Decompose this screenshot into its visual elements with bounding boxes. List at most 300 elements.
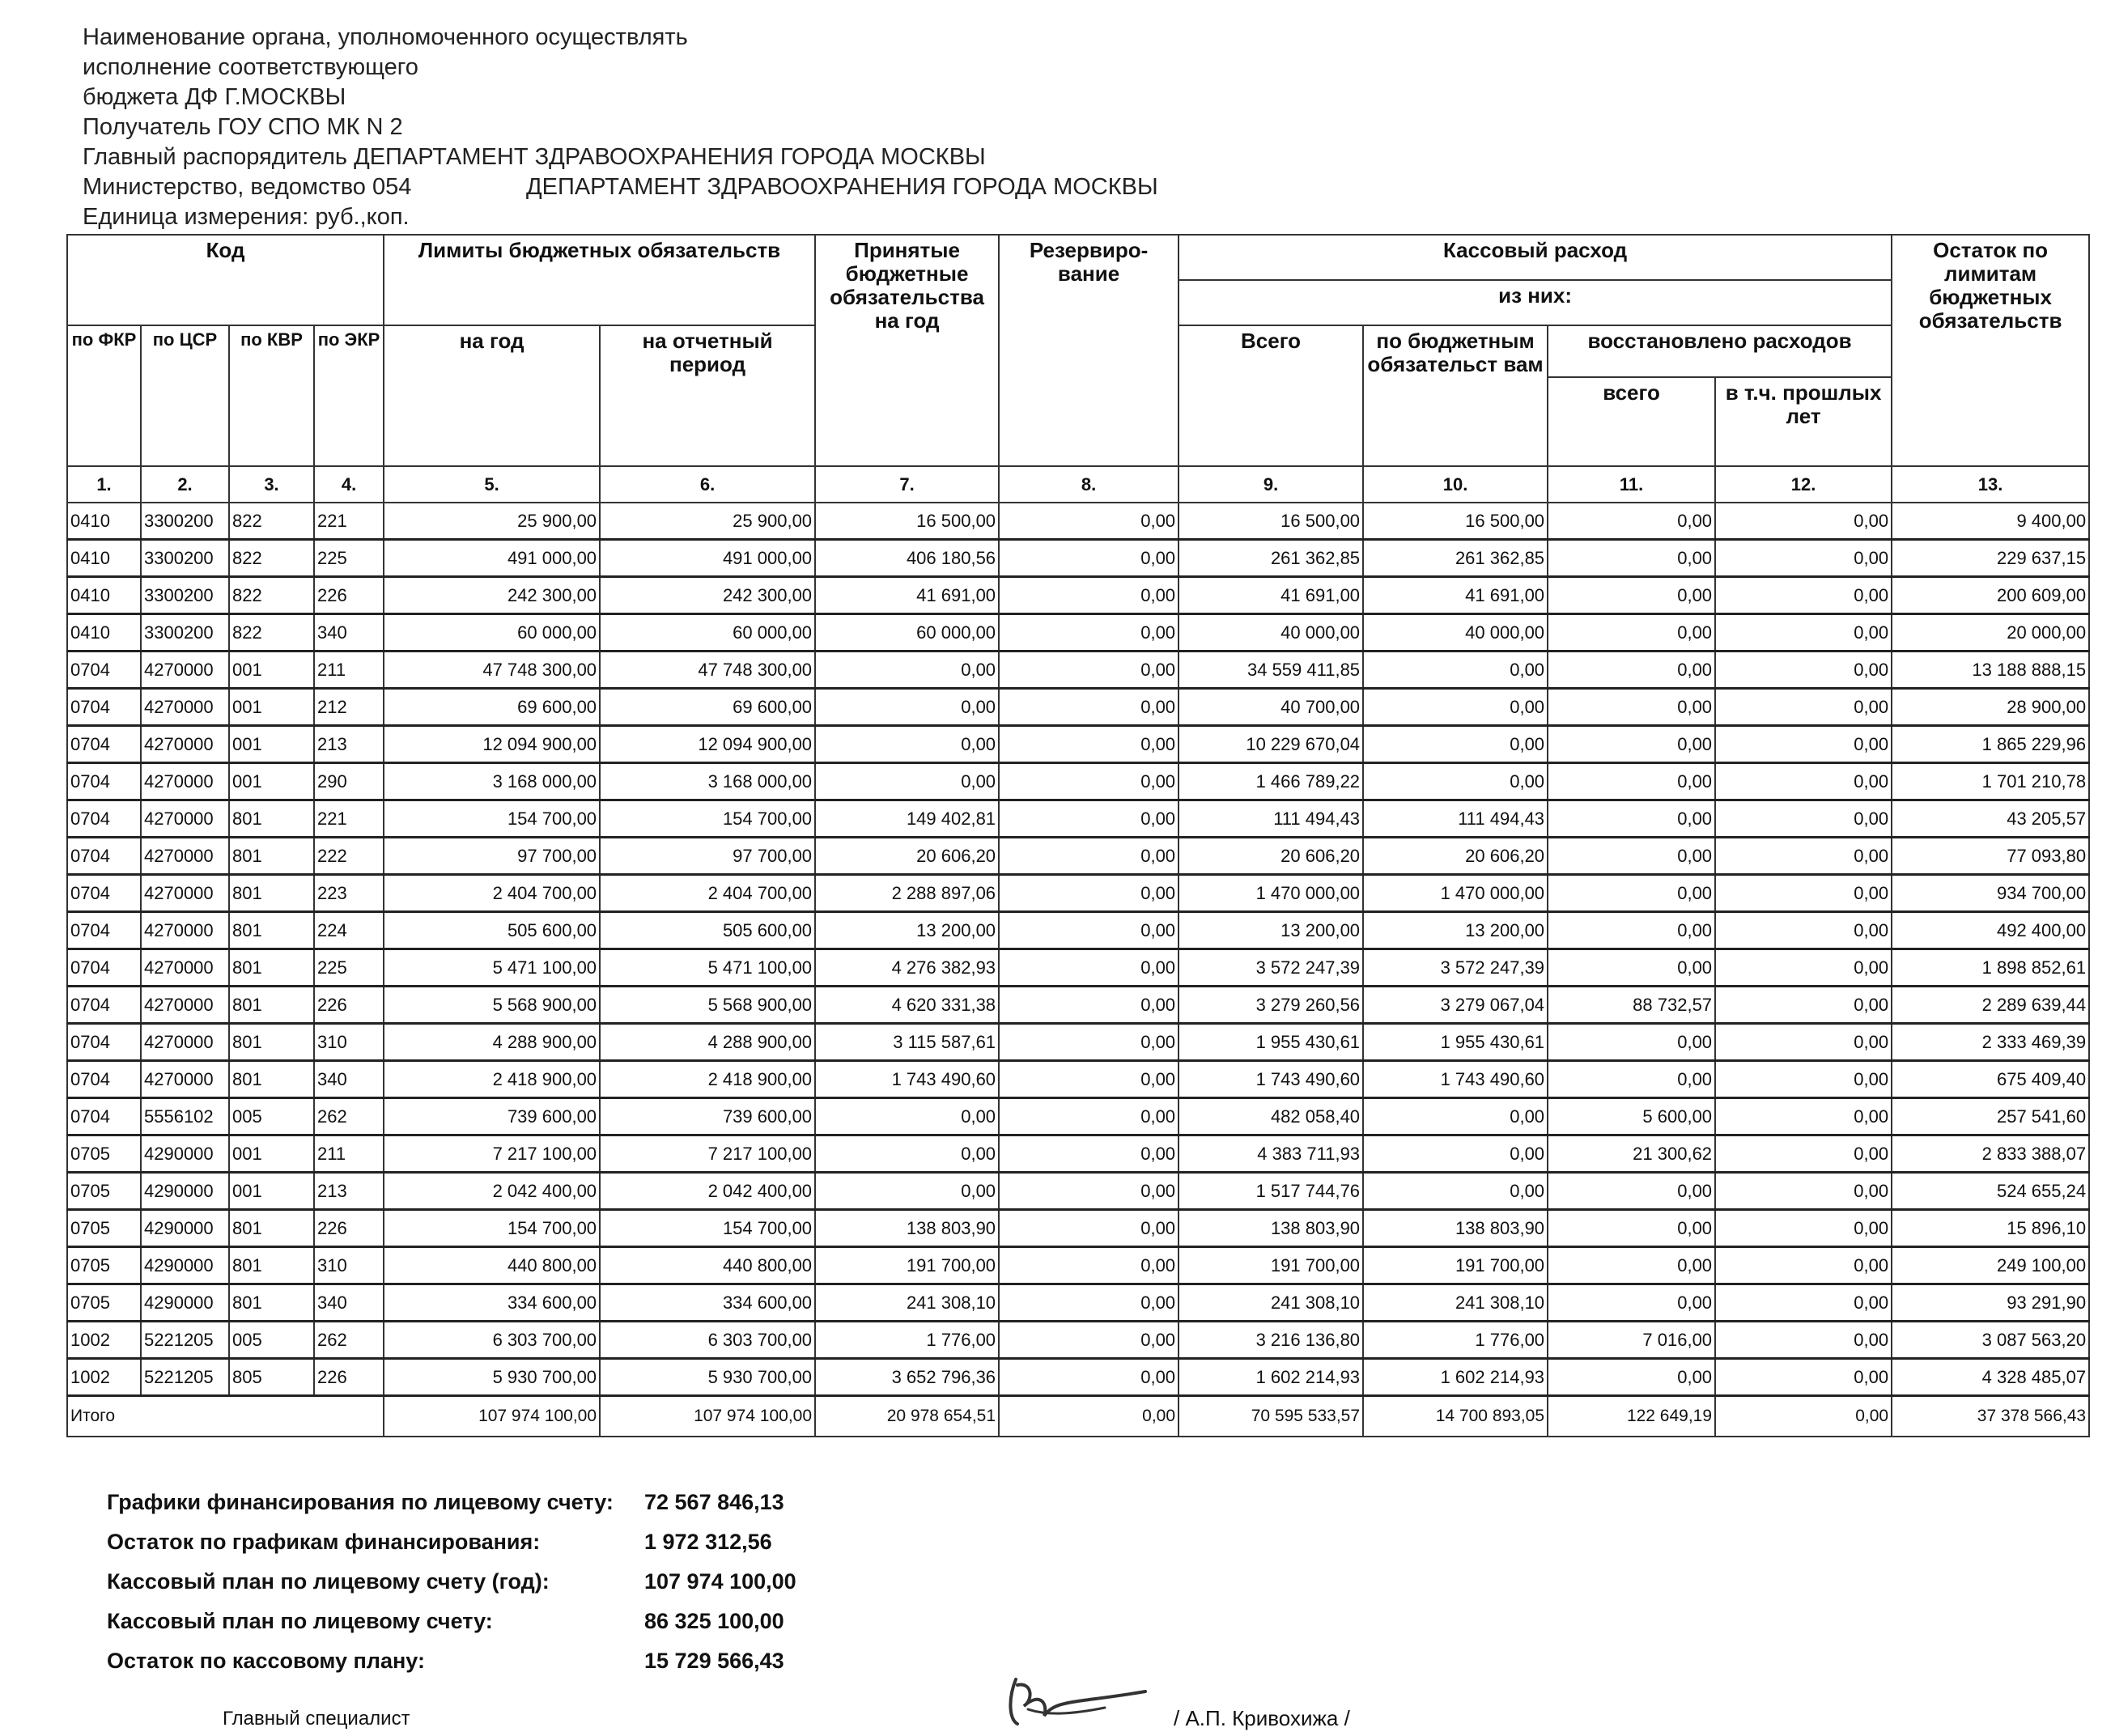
header-year: на год [384,325,600,466]
table-cell: 16 500,00 [1179,503,1363,540]
table-cell: 34 559 411,85 [1179,652,1363,689]
table-cell: 261 362,85 [1179,540,1363,577]
table-cell: 226 [314,1359,384,1396]
table-cell: 20 000,00 [1892,614,2089,652]
table-cell: 16 500,00 [1363,503,1548,540]
table-cell: 1 466 789,22 [1179,763,1363,800]
table-body [67,503,2089,1437]
table-cell: 5221205 [141,1322,229,1359]
table-cell: 0,00 [1715,1098,1892,1135]
table-cell: 7 217 100,00 [600,1135,815,1173]
table-cell: 822 [229,577,314,614]
header-restored-prev: в т.ч. прошлых лет [1715,377,1892,466]
table-cell: 88 732,57 [1548,987,1715,1024]
table-cell: 1 955 430,61 [1363,1024,1548,1061]
column-number: 12. [1715,466,1892,503]
table-cell: 0,00 [999,1061,1179,1098]
table-cell: 0,00 [999,689,1179,726]
table-cell: 4 276 382,93 [815,949,999,987]
table-cell: 0704 [67,689,141,726]
table-cell: 242 300,00 [384,577,600,614]
table-cell: 739 600,00 [600,1098,815,1135]
table-cell: 0,00 [1548,577,1715,614]
total-cell: 0,00 [999,1396,1179,1437]
table-cell: 213 [314,726,384,763]
table-cell: 524 655,24 [1892,1173,2089,1210]
table-cell: 213 [314,1173,384,1210]
table-cell: 249 100,00 [1892,1247,2089,1284]
table-cell: 4270000 [141,689,229,726]
table-cell: 5 568 900,00 [384,987,600,1024]
table-cell: 0,00 [1548,540,1715,577]
table-cell: 0,00 [1715,540,1892,577]
table-cell: 492 400,00 [1892,912,2089,949]
table-row [67,1024,2089,1061]
table-cell: 2 042 400,00 [384,1173,600,1210]
org-line-1: Наименование органа, уполномоченного осуществлять [83,24,688,50]
column-number: 11. [1548,466,1715,503]
table-cell: 0704 [67,652,141,689]
table-cell: 2 418 900,00 [600,1061,815,1098]
table-row [67,689,2089,726]
table-cell: 001 [229,763,314,800]
table-cell: 0,00 [1715,1061,1892,1098]
table-cell: 200 609,00 [1892,577,2089,614]
table-cell: 0704 [67,838,141,875]
table-cell: 43 205,57 [1892,800,2089,838]
table-cell: 25 900,00 [600,503,815,540]
table-cell: 241 308,10 [1363,1284,1548,1322]
table-cell: 0,00 [1715,763,1892,800]
table-cell: 3 115 587,61 [815,1024,999,1061]
chief-manager-line: Главный распорядитель ДЕПАРТАМЕНТ ЗДРАВООХРАНЕНИЯ ГОРОДА МОСКВЫ [83,144,986,170]
table-cell: 1 517 744,76 [1179,1173,1363,1210]
table-cell: 4 383 711,93 [1179,1135,1363,1173]
table-cell: 5 600,00 [1548,1098,1715,1135]
table-cell: 0,00 [1548,912,1715,949]
table-cell: 0,00 [1715,838,1892,875]
table-cell: 801 [229,875,314,912]
table-cell: 0,00 [1363,689,1548,726]
total-cell: 107 974 100,00 [384,1396,600,1437]
table-cell: 0704 [67,800,141,838]
table-cell: 3300200 [141,540,229,577]
table-cell: 28 900,00 [1892,689,2089,726]
table-cell: 0704 [67,1061,141,1098]
table-cell: 4290000 [141,1284,229,1322]
table-cell: 257 541,60 [1892,1098,2089,1135]
table-row [67,614,2089,652]
table-cell: 7 217 100,00 [384,1135,600,1173]
table-cell: 4270000 [141,838,229,875]
table-cell: 0,00 [1363,1098,1548,1135]
table-cell: 13 188 888,15 [1892,652,2089,689]
header-accepted: Принятые бюджетные обязательства на год [815,235,999,466]
table-cell: 69 600,00 [600,689,815,726]
table-row [67,1135,2089,1173]
table-cell: 0,00 [999,614,1179,652]
total-cell: 37 378 566,43 [1892,1396,2089,1437]
table-cell: 4 288 900,00 [600,1024,815,1061]
table-cell: 138 803,90 [815,1210,999,1247]
table-cell: 1 602 214,93 [1363,1359,1548,1396]
table-cell: 5221205 [141,1359,229,1396]
table-cell: 4270000 [141,1024,229,1061]
table-cell: 10 229 670,04 [1179,726,1363,763]
table-cell: 3300200 [141,503,229,540]
table-cell: 5 930 700,00 [384,1359,600,1396]
table-cell: 440 800,00 [384,1247,600,1284]
table-cell: 001 [229,652,314,689]
recipient-line: Получатель ГОУ СПО МК N 2 [83,114,403,140]
table-cell: 491 000,00 [600,540,815,577]
summary-label: Кассовый план по лицевому счету: [107,1609,493,1633]
table-cell: 5556102 [141,1098,229,1135]
column-number: 4. [314,466,384,503]
table-cell: 77 093,80 [1892,838,2089,875]
table-cell: 21 300,62 [1548,1135,1715,1173]
table-row [67,1284,2089,1322]
table-cell: 1 955 430,61 [1179,1024,1363,1061]
table-cell: 801 [229,800,314,838]
table-cell: 934 700,00 [1892,875,2089,912]
table-cell: 4270000 [141,652,229,689]
table-cell: 97 700,00 [384,838,600,875]
table-cell: 1 743 490,60 [815,1061,999,1098]
header-fkr: по ФКР [67,325,141,466]
table-cell: 93 291,90 [1892,1284,2089,1322]
table-cell: 25 900,00 [384,503,600,540]
total-row [67,1396,2089,1437]
table-cell: 001 [229,689,314,726]
column-number: 6. [600,466,815,503]
table-cell: 3 572 247,39 [1179,949,1363,987]
table-cell: 3 168 000,00 [384,763,600,800]
table-cell: 60 000,00 [815,614,999,652]
table-cell: 20 606,20 [1363,838,1548,875]
table-cell: 4290000 [141,1210,229,1247]
table-cell: 0,00 [999,503,1179,540]
table-cell: 3300200 [141,614,229,652]
table-cell: 41 691,00 [1179,577,1363,614]
table-cell: 2 833 388,07 [1892,1135,2089,1173]
table-cell: 0,00 [999,800,1179,838]
table-cell: 001 [229,1173,314,1210]
table-cell: 1 865 229,96 [1892,726,2089,763]
header-cash: Кассовый расход [1179,235,1892,280]
table-cell: 47 748 300,00 [384,652,600,689]
table-cell: 0,00 [999,1210,1179,1247]
table-cell: 001 [229,1135,314,1173]
table-cell: 0,00 [1363,652,1548,689]
table-cell: 4270000 [141,800,229,838]
table-cell: 0,00 [999,875,1179,912]
table-cell: 440 800,00 [600,1247,815,1284]
table-cell: 262 [314,1322,384,1359]
table-cell: 4270000 [141,726,229,763]
table-cell: 0,00 [1548,1210,1715,1247]
table-cell: 0,00 [1715,1284,1892,1322]
table-cell: 5 930 700,00 [600,1359,815,1396]
table-cell: 2 042 400,00 [600,1173,815,1210]
table-cell: 801 [229,1061,314,1098]
table-cell: 801 [229,912,314,949]
table-cell: 15 896,10 [1892,1210,2089,1247]
table-cell: 334 600,00 [384,1284,600,1322]
table-cell: 4270000 [141,763,229,800]
table-row [67,577,2089,614]
ministry-department: ДЕПАРТАМЕНТ ЗДРАВООХРАНЕНИЯ ГОРОДА МОСКВЫ [526,174,1158,200]
table-row [67,1359,2089,1396]
table-row [67,912,2089,949]
table-cell: 1 701 210,78 [1892,763,2089,800]
table-cell: 482 058,40 [1179,1098,1363,1135]
table-cell: 2 404 700,00 [600,875,815,912]
table-cell: 0,00 [999,949,1179,987]
column-number: 1. [67,466,141,503]
header-of-them: из них: [1179,280,1892,325]
table-cell: 4290000 [141,1247,229,1284]
table-cell: 801 [229,1247,314,1284]
table-cell: 226 [314,577,384,614]
table-cell: 1 898 852,61 [1892,949,2089,987]
summary-value: 1 972 312,56 [644,1530,772,1554]
table-cell: 16 500,00 [815,503,999,540]
table-row [67,1210,2089,1247]
table-cell: 0705 [67,1247,141,1284]
table-cell: 0,00 [815,1098,999,1135]
table-cell: 0704 [67,875,141,912]
table-cell: 0,00 [999,726,1179,763]
table-cell: 20 606,20 [815,838,999,875]
table-cell: 0,00 [999,1135,1179,1173]
table-cell: 0,00 [815,1173,999,1210]
table-cell: 3 572 247,39 [1363,949,1548,987]
table-cell: 191 700,00 [1179,1247,1363,1284]
header-csr: по ЦСР [141,325,229,466]
table-cell: 0,00 [1548,763,1715,800]
table-cell: 154 700,00 [384,1210,600,1247]
table-row [67,1061,2089,1098]
table-cell: 310 [314,1247,384,1284]
table-cell: 6 303 700,00 [384,1322,600,1359]
table-cell: 0704 [67,1098,141,1135]
table-cell: 241 308,10 [1179,1284,1363,1322]
table-cell: 739 600,00 [384,1098,600,1135]
table-cell: 0,00 [1715,577,1892,614]
table-cell: 211 [314,652,384,689]
table-row [67,1098,2089,1135]
table-cell: 0,00 [1715,800,1892,838]
table-cell: 0410 [67,577,141,614]
table-cell: 0,00 [999,577,1179,614]
table-cell: 0,00 [1715,1247,1892,1284]
table-cell: 0,00 [1548,1173,1715,1210]
table-cell: 0,00 [815,689,999,726]
table-cell: 223 [314,875,384,912]
table-cell: 224 [314,912,384,949]
table-cell: 0,00 [999,1024,1179,1061]
table-cell: 222 [314,838,384,875]
table-cell: 0,00 [1715,689,1892,726]
table-cell: 822 [229,614,314,652]
table-cell: 0,00 [999,1098,1179,1135]
table-cell: 0705 [67,1135,141,1173]
table-cell: 0,00 [999,1284,1179,1322]
table-cell: 340 [314,614,384,652]
table-cell: 505 600,00 [600,912,815,949]
ministry-line [83,172,1158,202]
signer-name: / А.П. Кривохижа / [1174,1706,1350,1730]
table-cell: 47 748 300,00 [600,652,815,689]
table-cell: 0,00 [815,1135,999,1173]
table-cell: 0,00 [1548,652,1715,689]
unit-line: Единица измерения: руб.,коп. [83,204,410,230]
table-cell: 211 [314,1135,384,1173]
table-cell: 4270000 [141,912,229,949]
table-cell: 0,00 [1715,1135,1892,1173]
table-cell: 0,00 [1715,652,1892,689]
table-cell: 4 328 485,07 [1892,1359,2089,1396]
summary-label: Остаток по графикам финансирования: [107,1530,541,1554]
table-cell: 801 [229,1284,314,1322]
table-cell: 1 776,00 [1363,1322,1548,1359]
column-number: 5. [384,466,600,503]
table-cell: 0,00 [999,912,1179,949]
table-cell: 0704 [67,949,141,987]
header-limits: Лимиты бюджетных обязательств [384,235,815,325]
table-cell: 0704 [67,1024,141,1061]
total-cell: 14 700 893,05 [1363,1396,1548,1437]
table-cell: 491 000,00 [384,540,600,577]
table-cell: 0704 [67,763,141,800]
table-cell: 60 000,00 [384,614,600,652]
table-cell: 801 [229,949,314,987]
table-cell: 154 700,00 [384,800,600,838]
table-cell: 0,00 [999,1247,1179,1284]
table-row [67,1173,2089,1210]
table-cell: 13 200,00 [1179,912,1363,949]
table-cell: 822 [229,503,314,540]
handwritten-signature [1000,1667,1153,1736]
document-header [83,23,1158,232]
table-cell: 226 [314,987,384,1024]
table-cell: 221 [314,800,384,838]
table-cell: 0,00 [1548,1247,1715,1284]
summary-label: Кассовый план по лицевому счету (год): [107,1569,550,1594]
table-cell: 3 652 796,36 [815,1359,999,1396]
table-row [67,1322,2089,1359]
table-cell: 4290000 [141,1135,229,1173]
table-cell: 3 279 067,04 [1363,987,1548,1024]
signer-role: Главный специалист [223,1708,410,1730]
table-cell: 0,00 [999,1322,1179,1359]
table-row [67,540,2089,577]
table-cell: 60 000,00 [600,614,815,652]
table-cell: 0,00 [1548,689,1715,726]
table-cell: 0705 [67,1284,141,1322]
summary-label: Остаток по кассовому плану: [107,1649,425,1673]
table-cell: 0,00 [1548,726,1715,763]
table-cell: 41 691,00 [1363,577,1548,614]
table-cell: 138 803,90 [1363,1210,1548,1247]
table-cell: 225 [314,949,384,987]
table-cell: 40 000,00 [1179,614,1363,652]
table-row [67,875,2089,912]
table-cell: 5 471 100,00 [600,949,815,987]
table-cell: 13 200,00 [1363,912,1548,949]
table-cell: 212 [314,689,384,726]
table-cell: 242 300,00 [600,577,815,614]
table-cell: 0705 [67,1210,141,1247]
table-cell: 262 [314,1098,384,1135]
summary-value: 72 567 846,13 [644,1490,784,1514]
table-cell: 340 [314,1284,384,1322]
table-cell: 9 400,00 [1892,503,2089,540]
table-cell: 5 568 900,00 [600,987,815,1024]
table-row [67,1247,2089,1284]
table-cell: 3 087 563,20 [1892,1322,2089,1359]
summary-value: 86 325 100,00 [644,1609,784,1633]
table-cell: 261 362,85 [1363,540,1548,577]
table-cell: 0704 [67,987,141,1024]
table-cell: 1002 [67,1359,141,1396]
table-cell: 0,00 [1548,875,1715,912]
budget-report-table [66,234,2090,1437]
table-cell: 111 494,43 [1179,800,1363,838]
table-cell: 1002 [67,1322,141,1359]
table-cell: 5 471 100,00 [384,949,600,987]
table-cell: 0,00 [1715,1322,1892,1359]
total-cell: 70 595 533,57 [1179,1396,1363,1437]
table-cell: 4270000 [141,875,229,912]
summary-label: Графики финансирования по лицевому счету: [107,1490,614,1514]
table-cell: 005 [229,1098,314,1135]
table-cell: 7 016,00 [1548,1322,1715,1359]
table-cell: 0,00 [1363,726,1548,763]
summary-value: 15 729 566,43 [644,1649,784,1673]
table-cell: 0,00 [1548,1284,1715,1322]
table-cell: 0,00 [1715,1024,1892,1061]
org-line-3: бюджета ДФ Г.МОСКВЫ [83,84,346,110]
table-cell: 3 216 136,80 [1179,1322,1363,1359]
table-cell: 69 600,00 [384,689,600,726]
table-cell: 0410 [67,614,141,652]
table-cell: 149 402,81 [815,800,999,838]
table-cell: 0,00 [1715,726,1892,763]
table-cell: 0410 [67,540,141,577]
total-cell: 122 649,19 [1548,1396,1715,1437]
table-row [67,838,2089,875]
table-cell: 1 743 490,60 [1179,1061,1363,1098]
table-row [67,987,2089,1024]
table-cell: 1 602 214,93 [1179,1359,1363,1396]
table-cell: 225 [314,540,384,577]
table-cell: 6 303 700,00 [600,1322,815,1359]
table-cell: 40 000,00 [1363,614,1548,652]
table-row [67,800,2089,838]
table-cell: 340 [314,1061,384,1098]
table-cell: 0,00 [1548,614,1715,652]
table-cell: 0,00 [1715,1210,1892,1247]
table-cell: 191 700,00 [815,1247,999,1284]
header-ekr: по ЭКР [314,325,384,466]
table-cell: 12 094 900,00 [384,726,600,763]
table-row [67,503,2089,540]
table-cell: 0,00 [1548,838,1715,875]
column-number: 13. [1892,466,2089,503]
summary-value: 107 974 100,00 [644,1569,796,1594]
